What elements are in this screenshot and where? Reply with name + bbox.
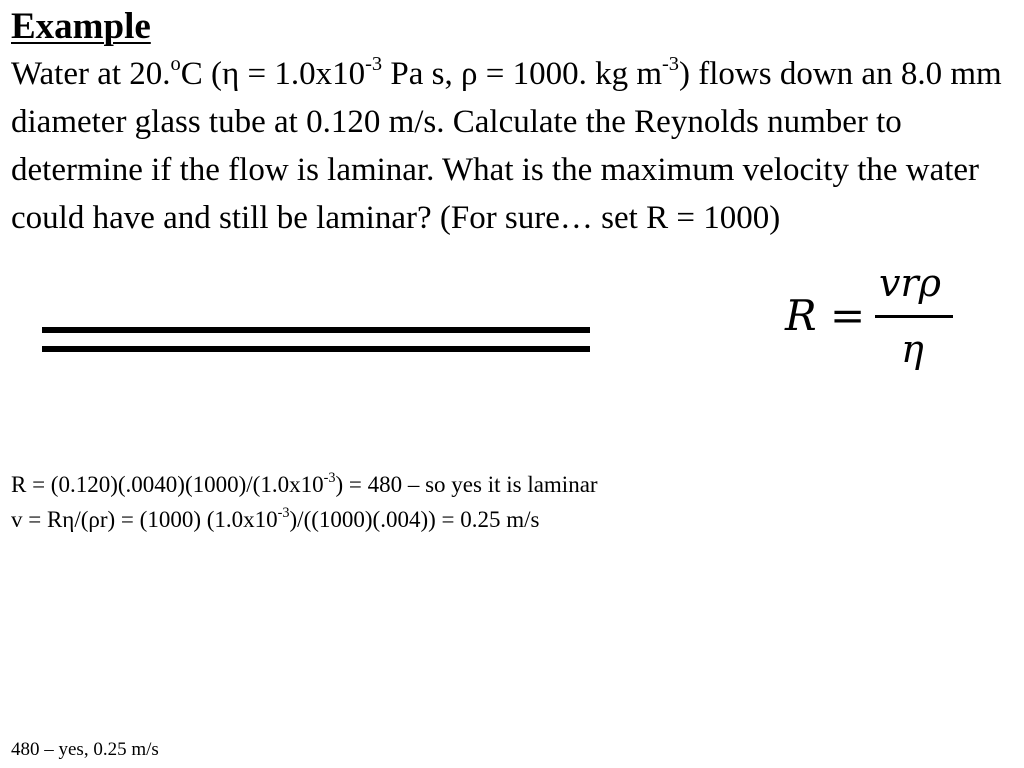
- fraction-bar: [875, 315, 953, 318]
- viscosity-exponent: -3: [365, 52, 383, 75]
- calc2-text-b: )/((1000)(.004)) = 0.25 m/s: [289, 507, 540, 532]
- calc2-exponent: -3: [277, 504, 290, 521]
- problem-text-2: C (η = 1.0x10: [180, 56, 366, 92]
- reynolds-formula: [783, 262, 958, 374]
- problem-text-3: Pa s, ρ = 1000. kg m: [382, 56, 662, 92]
- formula-numerator: vrρ: [879, 262, 941, 305]
- reynolds-calculation: [11, 470, 911, 500]
- final-answer: 480 – yes, 0.25 m/s: [11, 739, 159, 760]
- calc1-text-b: ) = 480 – so yes it is laminar: [335, 472, 598, 497]
- formula-lhs: R =: [785, 291, 866, 340]
- reynolds-formula-graphic: [783, 262, 958, 374]
- max-velocity-calculation: [11, 505, 911, 535]
- tube-diagram: [42, 327, 590, 355]
- tube-wall-top: [42, 327, 590, 333]
- problem-text-4: ) flows down an 8.0 mm diameter glass tube at 0.120 m/s. Calculate the Reynolds number to determine if the flow is laminar. What is the maximum velocity the water could have and still be laminar? (For sure… set R = 1000): [11, 56, 1002, 236]
- slide-title: Example: [11, 6, 151, 47]
- formula-denominator: η: [901, 327, 924, 371]
- tube-wall-bottom: [42, 346, 590, 352]
- problem-statement: [11, 50, 1016, 242]
- calc2-text-a: v = Rη/(ρr) = (1000) (1.0x10: [11, 507, 278, 532]
- problem-text-1: Water at 20.: [11, 56, 171, 92]
- degree-superscript: o: [170, 52, 181, 75]
- calc1-exponent: -3: [323, 469, 336, 486]
- density-exponent: -3: [662, 52, 680, 75]
- calc1-text-a: R = (0.120)(.0040)(1000)/(1.0x10: [11, 472, 324, 497]
